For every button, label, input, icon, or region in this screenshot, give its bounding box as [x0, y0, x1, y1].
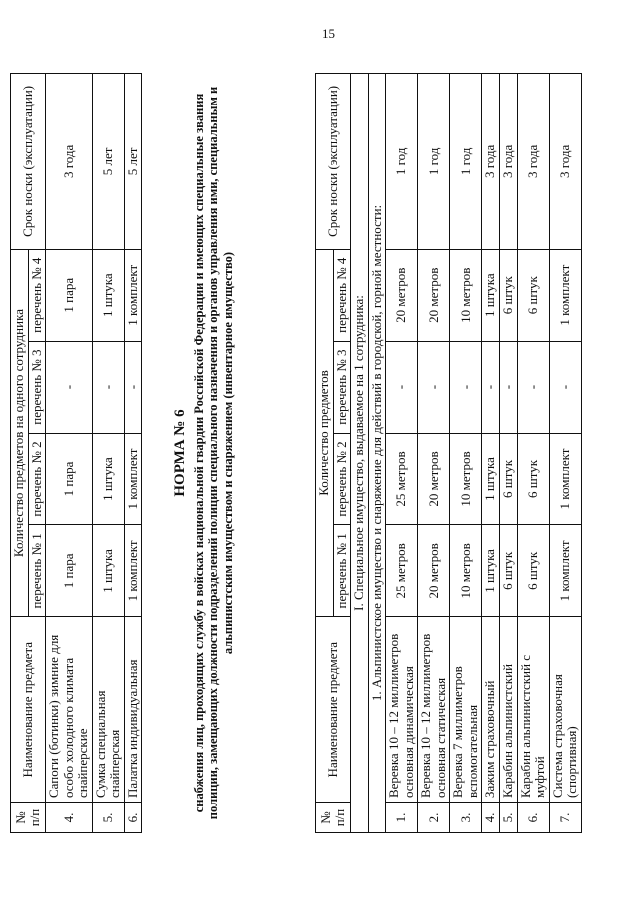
table-row — [517, 73, 549, 832]
header-term: Срок носки (эксплуатации) — [11, 73, 46, 249]
cell-name: Веревка 10 – 12 миллиметров основная статическая — [418, 616, 450, 802]
cell-list2: 1 комплект — [549, 433, 581, 525]
cell-term: 1 год — [418, 73, 450, 249]
cell-list2: 20 метров — [418, 433, 450, 525]
table-header-row — [316, 73, 334, 832]
cell-name: Палатка индивидуальная — [124, 616, 142, 802]
cell-list3: - — [482, 341, 500, 433]
cell-name: Веревка 10 – 12 миллиметров основная динамическая — [386, 616, 418, 802]
section-title: I. Специальное имущество, выдаваемое на 1 сотрудника: — [351, 73, 369, 832]
cell-list1: 1 комплект — [549, 524, 581, 616]
cell-term: 3 года — [517, 73, 549, 249]
table-header-row — [11, 73, 29, 832]
cell-list3: - — [46, 341, 93, 433]
cell-num: 6. — [124, 802, 142, 832]
cell-term: 1 год — [450, 73, 482, 249]
table-row — [418, 73, 450, 832]
table-row — [549, 73, 581, 832]
header-qty: Количество предметов — [316, 249, 334, 617]
cell-list2: 1 штука — [482, 433, 500, 525]
cell-num: 3. — [450, 802, 482, 832]
cell-term: 3 года — [46, 73, 93, 249]
cell-num: 5. — [92, 802, 124, 832]
header-name: Наименование предмета — [316, 616, 351, 802]
cell-list4: 1 штука — [92, 249, 124, 341]
cell-list2: 6 штук — [500, 433, 518, 525]
page-number: 15 — [322, 26, 335, 41]
cell-num: 4. — [482, 802, 500, 832]
header-list3: перечень № 3 — [333, 341, 351, 433]
cell-list1: 20 метров — [418, 524, 450, 616]
cell-list4: 1 штука — [482, 249, 500, 341]
cell-list4: 6 штук — [500, 249, 518, 341]
cell-list3: - — [517, 341, 549, 433]
header-list1: перечень № 1 — [333, 524, 351, 616]
cell-list4: 20 метров — [418, 249, 450, 341]
cell-list4: 1 пара — [46, 249, 93, 341]
cell-list2: 1 комплект — [124, 433, 142, 525]
table-row — [482, 73, 500, 832]
section-row — [351, 73, 369, 832]
header-list4: перечень № 4 — [28, 249, 46, 341]
cell-list4: 1 комплект — [124, 249, 142, 341]
subsection-row — [368, 73, 386, 832]
cell-num: 7. — [549, 802, 581, 832]
cell-name: Система страховочная (спортивная) — [549, 616, 581, 802]
table-row — [124, 73, 142, 832]
header-list2: перечень № 2 — [28, 433, 46, 525]
header-list3: перечень № 3 — [28, 341, 46, 433]
cell-list3: - — [124, 341, 142, 433]
cell-list2: 1 пара — [46, 433, 93, 525]
cell-num: 4. — [46, 802, 93, 832]
cell-name: Сумка специальная снайперская — [92, 616, 124, 802]
cell-num: 1. — [386, 802, 418, 832]
cell-list1: 6 штук — [517, 524, 549, 616]
table-row — [500, 73, 518, 832]
header-name: Наименование предмета — [11, 616, 46, 802]
cell-list1: 10 метров — [450, 524, 482, 616]
cell-term: 3 года — [500, 73, 518, 249]
cell-name: Зажим страховочный — [482, 616, 500, 802]
cell-list4: 6 штук — [517, 249, 549, 341]
cell-term: 3 года — [549, 73, 581, 249]
cell-list2: 1 штука — [92, 433, 124, 525]
cell-list1: 1 штука — [92, 524, 124, 616]
cell-list3: - — [418, 341, 450, 433]
header-num: № п/п — [11, 802, 46, 832]
cell-list3: - — [549, 341, 581, 433]
header-qty: Количество предметов на одного сотрудника — [11, 249, 29, 617]
cell-list4: 1 комплект — [549, 249, 581, 341]
norm-description: снабжения лиц, проходящих службу в войсках национальной гвардии Российской Федерации и имеющих специальные звания полиции, замещающих должности подразделений полиции специального назначения и органов управления ими, специальным и альпинистским имуществом и снаряжением (инвентарное имущество) — [191, 86, 236, 819]
cell-term: 3 года — [482, 73, 500, 249]
cell-list2: 10 метров — [450, 433, 482, 525]
cell-list4: 20 метров — [386, 249, 418, 341]
header-list2: перечень № 2 — [333, 433, 351, 525]
cell-num: 2. — [418, 802, 450, 832]
cell-list1: 6 штук — [500, 524, 518, 616]
cell-list1: 1 штука — [482, 524, 500, 616]
cell-list3: - — [500, 341, 518, 433]
cell-list2: 6 штук — [517, 433, 549, 525]
norm-heading — [172, 73, 236, 833]
header-num: № п/п — [316, 802, 351, 832]
table-row — [450, 73, 482, 832]
cell-list1: 25 метров — [386, 524, 418, 616]
norm-title: НОРМА № 6 — [172, 408, 188, 497]
cell-name: Сапоги (ботинки) зимние для особо холодного климата снайперские — [46, 616, 93, 802]
cell-list4: 10 метров — [450, 249, 482, 341]
cell-num: 6. — [517, 802, 549, 832]
header-list4: перечень № 4 — [333, 249, 351, 341]
subsection-title: 1. Альпинистское имущество и снаряжение для действий в городской, горной местности: — [368, 73, 386, 832]
cell-term: 5 лет — [92, 73, 124, 249]
table-norm6 — [315, 73, 582, 833]
table-norm5-continuation — [10, 73, 142, 833]
cell-list3: - — [450, 341, 482, 433]
cell-list1: 1 пара — [46, 524, 93, 616]
table-row — [46, 73, 93, 832]
cell-term: 1 год — [386, 73, 418, 249]
cell-list3: - — [92, 341, 124, 433]
cell-num: 5. — [500, 802, 518, 832]
rotated-content — [10, 73, 630, 833]
cell-name: Карабин альпинистский с муфтой — [517, 616, 549, 802]
cell-term: 5 лет — [124, 73, 142, 249]
table-row — [386, 73, 418, 832]
cell-list1: 1 комплект — [124, 524, 142, 616]
cell-name: Карабин альпинистский — [500, 616, 518, 802]
cell-list2: 25 метров — [386, 433, 418, 525]
header-term: Срок носки (эксплуатации) — [316, 73, 351, 249]
header-list1: перечень № 1 — [28, 524, 46, 616]
cell-list3: - — [386, 341, 418, 433]
cell-name: Веревка 7 миллиметров вспомогательная — [450, 616, 482, 802]
table-row — [92, 73, 124, 832]
